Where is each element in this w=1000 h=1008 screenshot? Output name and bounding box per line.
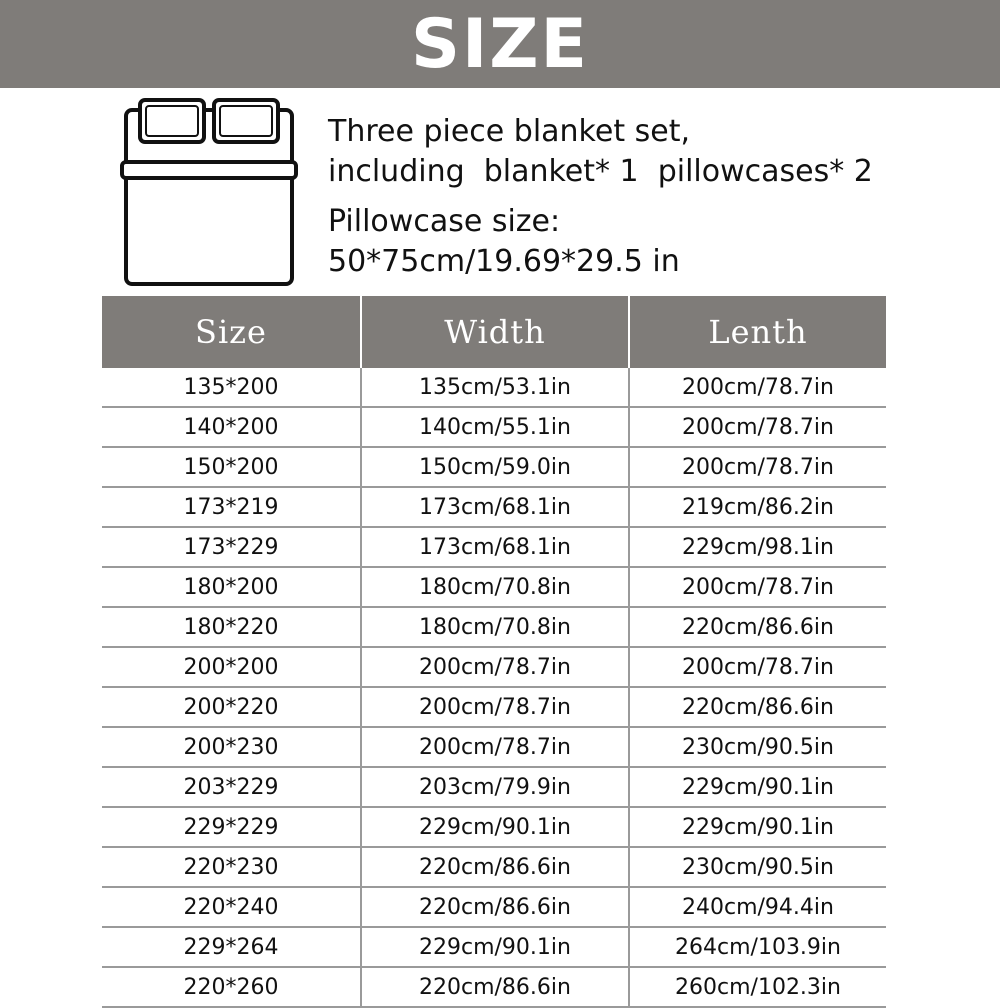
length-cell: 260cm/102.3in [628,968,886,1006]
length-cell: 220cm/86.6in [628,608,886,646]
table-row [102,528,886,568]
description-line: Three piece blanket set, [328,114,691,149]
length-cell: 230cm/90.5in [628,728,886,766]
table-row [102,888,886,928]
table-row [102,808,886,848]
width-cell: 180cm/70.8in [360,608,628,646]
table-row [102,408,886,448]
size-cell: 220*240 [183,894,279,920]
size-cell: 140*200 [183,414,279,440]
width-cell: 173cm/68.1in [360,528,628,566]
table-row [102,728,886,768]
header-size: Size [195,313,267,351]
header-length: Lenth [628,296,886,368]
size-cell: 229*229 [183,814,279,840]
table-header [102,296,886,368]
length-cell: 229cm/98.1in [628,528,886,566]
length-cell: 229cm/90.1in [628,768,886,806]
pillowcase-size-label: Pillowcase size: [328,204,561,239]
width-cell: 200cm/78.7in [360,728,628,766]
length-cell: 264cm/103.9in [628,928,886,966]
table-row [102,688,886,728]
width-cell: 200cm/78.7in [360,688,628,726]
width-cell: 229cm/90.1in [360,808,628,846]
size-cell: 200*230 [183,734,279,760]
size-cell: 135*200 [183,374,279,400]
table-row [102,648,886,688]
length-cell: 229cm/90.1in [628,808,886,846]
table-row [102,568,886,608]
size-cell: 200*200 [183,654,279,680]
table-row [102,968,886,1008]
banner-title: SIZE [410,4,590,84]
length-cell: 219cm/86.2in [628,488,886,526]
size-cell: 173*219 [183,494,279,520]
length-cell: 230cm/90.5in [628,848,886,886]
length-cell: 200cm/78.7in [628,648,886,686]
table-row [102,448,886,488]
table-row [102,608,886,648]
length-cell: 200cm/78.7in [628,368,886,406]
table-row [102,368,886,408]
width-cell: 150cm/59.0in [360,448,628,486]
size-cell: 150*200 [183,454,279,480]
width-cell: 140cm/55.1in [360,408,628,446]
size-table [102,296,886,1008]
size-cell: 173*229 [183,534,279,560]
width-cell: 229cm/90.1in [360,928,628,966]
length-cell: 220cm/86.6in [628,688,886,726]
width-cell: 180cm/70.8in [360,568,628,606]
length-cell: 200cm/78.7in [628,568,886,606]
width-cell: 220cm/86.6in [360,968,628,1006]
table-row [102,848,886,888]
product-description [328,112,988,282]
size-cell: 203*229 [183,774,279,800]
size-cell: 180*200 [183,574,279,600]
size-cell: 220*260 [183,974,279,1000]
length-cell: 200cm/78.7in [628,448,886,486]
header-width: Width [360,296,628,368]
size-cell: 180*220 [183,614,279,640]
table-body [102,368,886,1008]
width-cell: 220cm/86.6in [360,888,628,926]
size-cell: 220*230 [183,854,279,880]
table-row [102,488,886,528]
pillowcase-size-value: 50*75cm/19.69*29.5 in [328,244,680,279]
size-banner [0,0,1000,88]
description-line: including blanket* 1 pillowcases* 2 [328,154,873,189]
length-cell: 200cm/78.7in [628,408,886,446]
table-row [102,768,886,808]
length-cell: 240cm/94.4in [628,888,886,926]
size-cell: 229*264 [183,934,279,960]
width-cell: 135cm/53.1in [360,368,628,406]
width-cell: 203cm/79.9in [360,768,628,806]
width-cell: 220cm/86.6in [360,848,628,886]
bed-icon [118,96,300,288]
width-cell: 200cm/78.7in [360,648,628,686]
table-row [102,928,886,968]
width-cell: 173cm/68.1in [360,488,628,526]
size-cell: 200*220 [183,694,279,720]
